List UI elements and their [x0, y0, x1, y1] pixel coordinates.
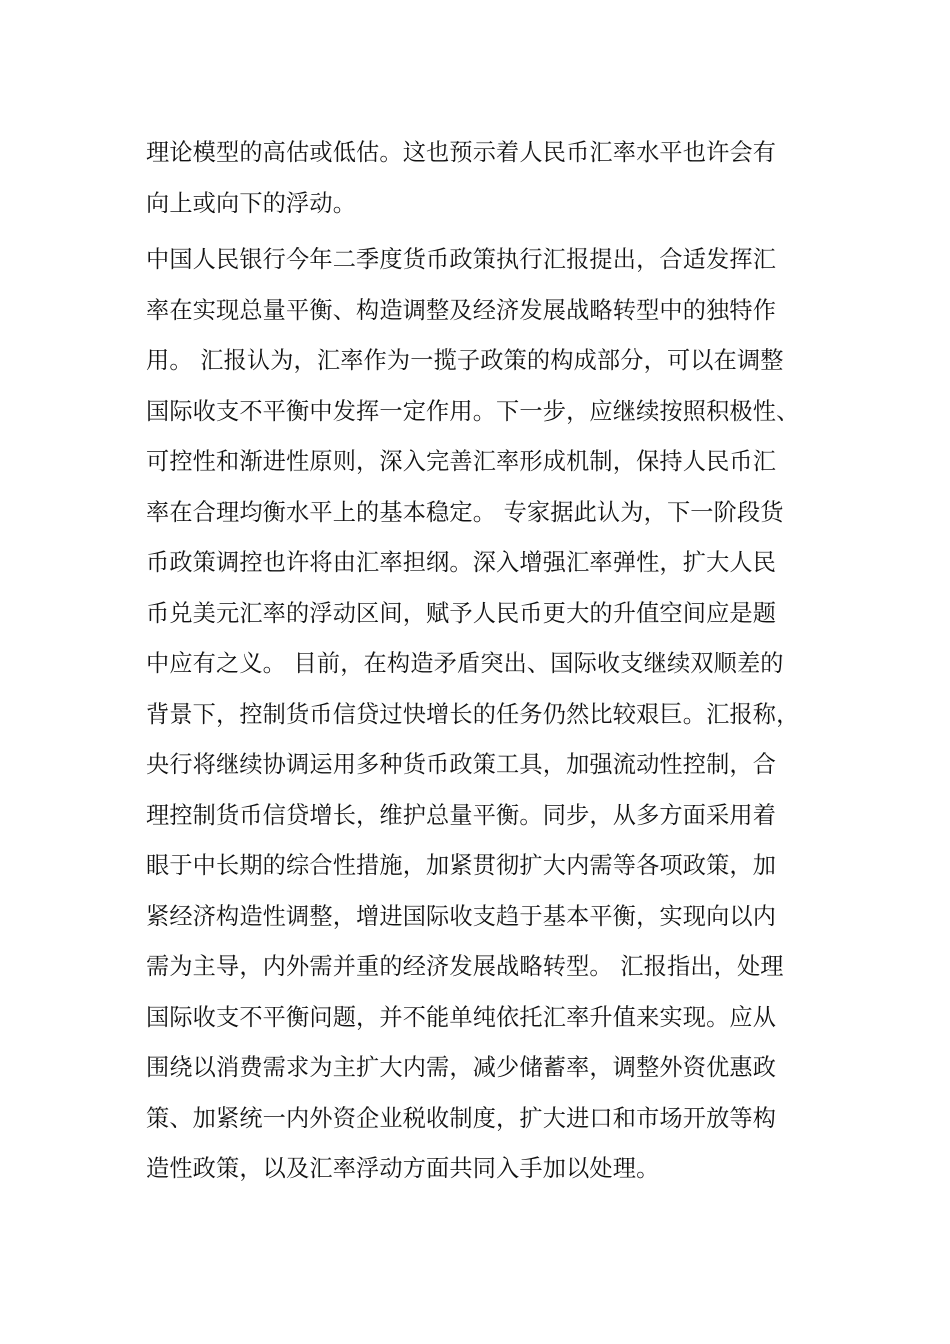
text-line: 中国人民银行今年二季度货币政策执行汇报提出，合适发挥汇 — [146, 246, 777, 273]
text-line: 理论模型的高估或低估。这也预示着人民币汇率水平也许会有 — [146, 139, 777, 166]
text-line: 国际收支不平衡中发挥一定作用。下一步，应继续按照积极性、 — [146, 397, 800, 425]
text-line: 率在合理均衡水平上的基本稳定。 专家据此认为，下一阶段货 — [146, 498, 784, 526]
text-line: 造性政策，以及汇率浮动方面共同入手加以处理。 — [146, 1155, 660, 1182]
text-line: 背景下，控制货币信贷过快增长的任务仍然比较艰巨。汇报称， — [146, 700, 800, 728]
text-line: 理控制货币信贷增长，维护总量平衡。同步，从多方面采用着 — [146, 801, 777, 829]
paragraph-1 — [146, 128, 816, 229]
text-line: 眼于中长期的综合性措施，加紧贯彻扩大内需等各项政策，加 — [146, 852, 777, 879]
text-line: 中应有之义。 目前，在构造矛盾突出、国际收支继续双顺差的 — [146, 650, 784, 677]
text-line: 紧经济构造性调整，增进国际收支趋于基本平衡，实现向以内 — [146, 902, 777, 930]
text-line: 国际收支不平衡问题，并不能单纯依托汇率升值来实现。应从 — [146, 1003, 777, 1031]
text-line: 央行将继续协调运用多种货币政策工具，加强流动性控制，合 — [146, 751, 777, 778]
text-line: 策、加紧统一内外资企业税收制度，扩大进口和市场开放等构 — [146, 1104, 777, 1132]
text-line: 需为主导，内外需并重的经济发展战略转型。 汇报指出，处理 — [146, 953, 784, 980]
paragraph-2 — [146, 235, 816, 1195]
text-line: 用。 汇报认为，汇率作为一揽子政策的构成部分，可以在调整 — [146, 347, 784, 374]
text-line: 率在实现总量平衡、构造调整及经济发展战略转型中的独特作 — [146, 296, 777, 324]
text-line: 可控性和渐进性原则，深入完善汇率形成机制，保持人民币汇 — [146, 448, 777, 475]
text-line: 围绕以消费需求为主扩大内需，减少储蓄率，调整外资优惠政 — [146, 1054, 777, 1081]
text-line: 向上或向下的浮动。 — [146, 189, 357, 217]
text-line: 币政策调控也许将由汇率担纲。深入增强汇率弹性，扩大人民 — [146, 549, 777, 576]
text-line: 币兑美元汇率的浮动区间，赋予人民币更大的升值空间应是题 — [146, 599, 777, 627]
